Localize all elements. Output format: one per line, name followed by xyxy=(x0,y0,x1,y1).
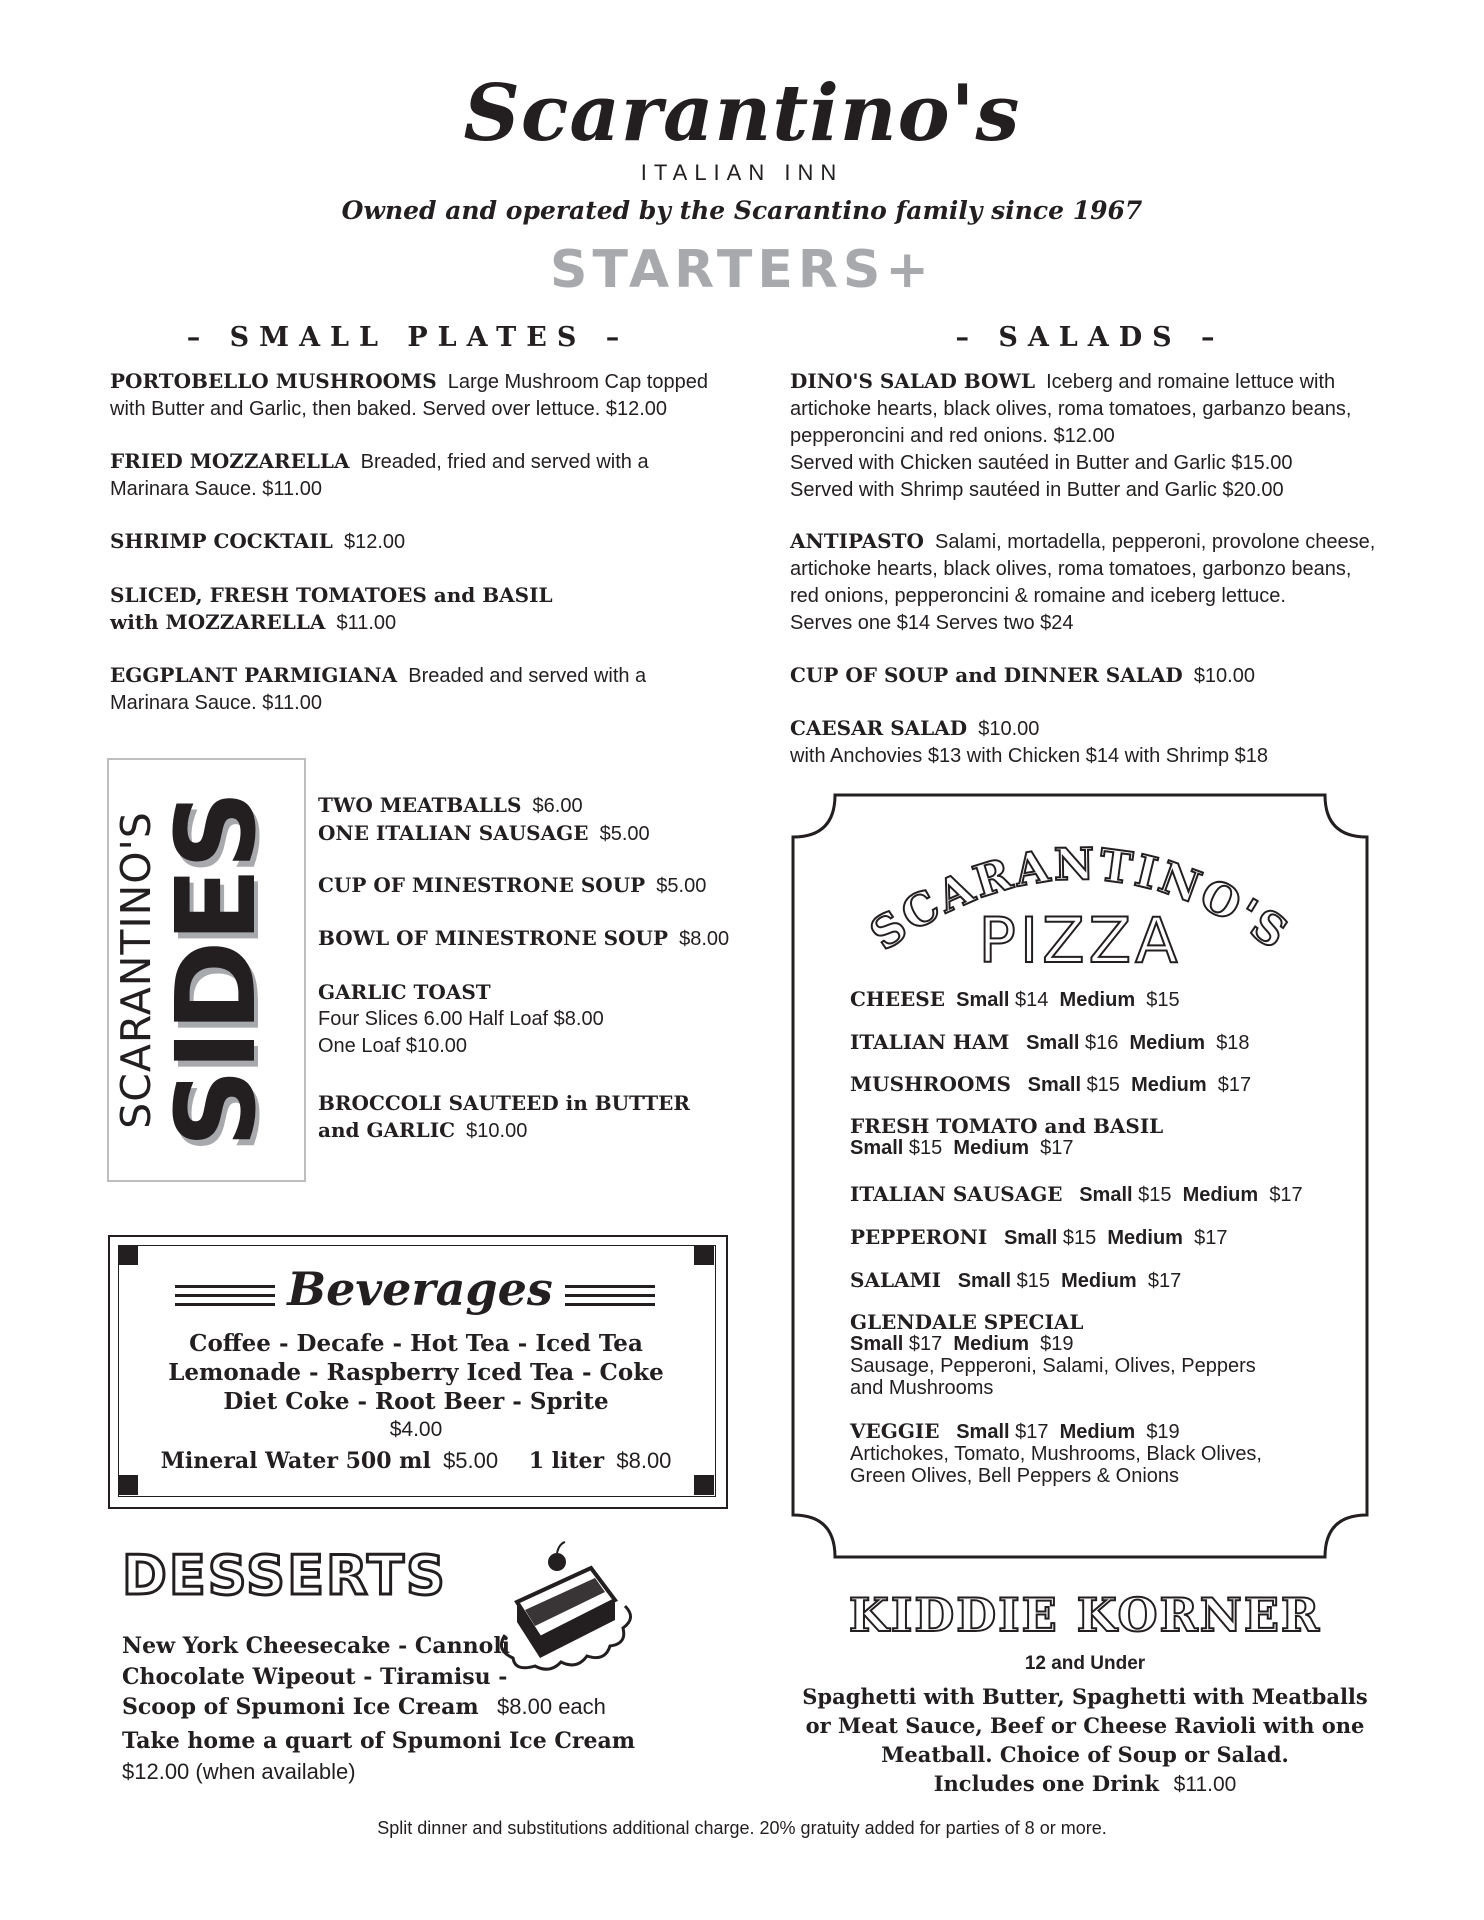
pizza-item-cheese xyxy=(850,988,1180,1011)
pizza-item-ham xyxy=(850,1031,1250,1054)
pizza-item-tomato-basil xyxy=(850,1115,1163,1159)
liter-price: $8.00 xyxy=(616,1448,672,1473)
mineral-water-price: $5.00 xyxy=(443,1448,499,1473)
item-name: CAESAR SALAD xyxy=(790,716,968,740)
item-price: $5.00 xyxy=(656,875,707,897)
medium-price: $18 xyxy=(1216,1032,1250,1054)
item-desc: with Butter and Garlic, then baked. Served over lettuce. $12.00 xyxy=(110,398,667,420)
kiddie-line: Spaghetti with Butter, Spaghetti with Meatballs xyxy=(802,1684,1368,1709)
pizza-desc: Artichokes, Tomato, Mushrooms, Black Olives, xyxy=(850,1443,1262,1465)
item-name: CUP OF MINESTRONE SOUP xyxy=(318,873,646,897)
item-price: $10.00 xyxy=(978,718,1040,740)
item-desc: Breaded, fried and served with a xyxy=(360,451,649,473)
item-name: GARLIC TOAST xyxy=(318,980,491,1004)
pizza-name: ITALIAN HAM xyxy=(850,1030,1010,1054)
item-desc: Salami, mortadella, pepperoni, provolone cheese, xyxy=(935,531,1376,553)
small-price: $14 xyxy=(1015,989,1049,1011)
item-price: $12.00 xyxy=(343,531,406,553)
small-price: $15 xyxy=(908,1137,943,1159)
item-name: CUP OF SOUP and DINNER SALAD xyxy=(790,663,1183,687)
footer-note: Split dinner and substitutions additional charge. 20% gratuity added for parties of 8 or more. xyxy=(377,1818,1107,1838)
small-price: $15 xyxy=(1016,1270,1051,1292)
dessert-price: $12.00 (when available) xyxy=(122,1759,356,1784)
item-price: $10.00 xyxy=(466,1120,528,1142)
item-name: SLICED, FRESH TOMATOES and BASIL xyxy=(110,583,553,607)
size-label: Medium xyxy=(1107,1227,1183,1249)
pizza-name: FRESH TOMATO and BASIL xyxy=(850,1114,1164,1138)
kiddie-drink: Includes one Drink xyxy=(933,1771,1160,1796)
pizza-item-veggie xyxy=(850,1420,1262,1487)
pizza-name: SALAMI xyxy=(850,1268,942,1292)
item-price: $10.00 xyxy=(1193,665,1255,687)
item-price: $5.00 xyxy=(599,823,650,845)
menu-item-dinos-salad xyxy=(790,368,1351,504)
small-price: $15 xyxy=(1062,1227,1097,1249)
dessert-line: Chocolate Wipeout - Tiramisu - xyxy=(122,1664,508,1690)
pizza-item-pepperoni xyxy=(850,1226,1227,1249)
kiddie-line xyxy=(800,1771,1370,1797)
small-price: $17 xyxy=(908,1333,943,1355)
menu-item-caesar xyxy=(790,715,1268,770)
item-name-cont: and GARLIC xyxy=(318,1118,456,1142)
item-desc: red onions, pepperoncini & romaine and iceberg lettuce. xyxy=(790,585,1286,607)
rule-line xyxy=(565,1303,655,1306)
beverage-price: $4.00 xyxy=(389,1418,443,1441)
liter-label: 1 liter xyxy=(528,1448,605,1474)
medium-price: $15 xyxy=(1146,989,1180,1011)
pizza-name: CHEESE xyxy=(850,987,945,1011)
pizza-arc-title: SCARANTINO'S xyxy=(861,839,1299,961)
item-name: PORTOBELLO MUSHROOMS xyxy=(110,369,437,393)
item-option: with Anchovies $13 with Chicken $14 with Shrimp $18 xyxy=(790,745,1269,767)
pizza-desc: Sausage, Pepperoni, Salami, Olives, Peppers xyxy=(850,1355,1256,1377)
item-desc: Marinara Sauce. $11.00 xyxy=(110,478,322,500)
medium-price: $19 xyxy=(1146,1421,1180,1443)
size-label: Small xyxy=(1079,1184,1133,1206)
item-desc: artichoke hearts, black olives, roma tomatoes, garbonzo beans, xyxy=(790,558,1352,580)
cake-icon xyxy=(495,1540,640,1675)
size-label: Medium xyxy=(953,1137,1029,1159)
item-name: BOWL OF MINESTRONE SOUP xyxy=(318,926,668,950)
size-label: Small xyxy=(956,1421,1010,1443)
desserts-title: DESSERTS xyxy=(122,1544,447,1607)
side-item-cup-minestrone xyxy=(318,872,706,900)
pizza-item-mushrooms xyxy=(850,1073,1251,1096)
rule-line xyxy=(565,1285,655,1288)
dessert-line: Take home a quart of Spumoni Ice Cream xyxy=(122,1728,635,1754)
item-price: $11.00 xyxy=(336,612,397,634)
pizza-name: GLENDALE SPECIAL xyxy=(850,1310,1084,1334)
pizza-name: VEGGIE xyxy=(850,1419,940,1443)
size-label: Small xyxy=(956,989,1010,1011)
item-name: ANTIPASTO xyxy=(790,529,924,553)
beverage-line: Diet Coke - Root Beer - Sprite xyxy=(223,1388,609,1415)
size-label: Medium xyxy=(1061,1270,1137,1292)
pizza-item-sausage xyxy=(850,1183,1303,1206)
item-option: Four Slices 6.00 Half Loaf $8.00 xyxy=(318,1008,604,1030)
size-label: Medium xyxy=(1131,1074,1207,1096)
medium-price: $17 xyxy=(1217,1074,1252,1096)
rule-line xyxy=(565,1294,655,1297)
item-name: SHRIMP COCKTAIL xyxy=(110,529,333,553)
item-name: TWO MEATBALLS xyxy=(318,793,522,817)
menu-item-eggplant xyxy=(110,662,646,717)
rule-line xyxy=(175,1285,275,1288)
frame-corner xyxy=(694,1245,714,1265)
size-label: Small xyxy=(1026,1032,1080,1054)
menu-item-shrimp-cocktail xyxy=(110,528,405,556)
size-label: Small xyxy=(850,1137,904,1159)
size-label: Small xyxy=(957,1270,1012,1292)
item-name: DINO'S SALAD BOWL xyxy=(790,369,1035,393)
frame-corner xyxy=(118,1245,138,1265)
kiddie-line: or Meat Sauce, Beef or Cheese Ravioli with one xyxy=(805,1713,1365,1738)
restaurant-logo: Scarantino's xyxy=(463,68,1021,159)
small-price: $15 xyxy=(1086,1074,1120,1096)
small-plates-heading: – SMALL PLATES – xyxy=(186,322,630,353)
beverages-title: Beverages xyxy=(287,1262,553,1316)
kiddie-subtitle: 12 and Under xyxy=(1024,1653,1146,1674)
menu-item-fried-mozzarella xyxy=(110,448,649,503)
dessert-line xyxy=(122,1694,606,1720)
side-item-garlic-toast xyxy=(318,979,604,1060)
rule-line xyxy=(175,1303,275,1306)
side-item-bowl-minestrone xyxy=(318,925,729,953)
item-desc: Iceberg and romaine lettuce with xyxy=(1046,371,1336,393)
menu-item-soup-salad xyxy=(790,662,1255,690)
size-label: Small xyxy=(850,1333,904,1355)
pizza-desc: Green Olives, Bell Peppers & Onions xyxy=(850,1465,1180,1487)
rule-line xyxy=(175,1294,275,1297)
item-option: Serves one $14 Serves two $24 xyxy=(790,612,1074,634)
small-price: $16 xyxy=(1085,1032,1119,1054)
pizza-desc: and Mushrooms xyxy=(850,1377,994,1399)
dessert-name: Scoop of Spumoni Ice Cream xyxy=(122,1694,479,1720)
beverage-line: Coffee - Decafe - Hot Tea - Iced Tea xyxy=(189,1330,643,1357)
page-title: STARTERS+ xyxy=(550,240,934,300)
item-option: Served with Chicken sautéed in Butter and Garlic $15.00 xyxy=(790,452,1293,474)
size-label: Medium xyxy=(1059,989,1136,1011)
size-label: Medium xyxy=(1059,1421,1136,1443)
beverage-line: Lemonade - Raspberry Iced Tea - Coke xyxy=(168,1359,664,1386)
item-option: Served with Shrimp sautéed in Butter and Garlic $20.00 xyxy=(790,479,1284,501)
medium-price: $17 xyxy=(1147,1270,1182,1292)
salads-heading: – SALADS – xyxy=(955,322,1225,353)
item-desc: artichoke hearts, black olives, roma tomatoes, garbanzo beans, xyxy=(790,398,1352,420)
mineral-water-label: Mineral Water 500 ml xyxy=(160,1448,431,1474)
logo-subtitle: ITALIAN INN xyxy=(640,160,844,185)
pizza-item-salami xyxy=(850,1269,1181,1292)
medium-price: $17 xyxy=(1194,1227,1228,1249)
size-label: Small xyxy=(1027,1074,1081,1096)
item-name: EGGPLANT PARMIGIANA xyxy=(110,663,398,687)
sides-banner-big: SIDES xyxy=(152,792,280,1148)
frame-corner xyxy=(694,1475,714,1495)
item-desc: pepperoncini and red onions. $12.00 xyxy=(790,425,1115,447)
medium-price: $19 xyxy=(1040,1333,1074,1355)
dessert-line: New York Cheesecake - Cannoli xyxy=(122,1633,511,1659)
menu-item-portobello xyxy=(110,368,708,423)
small-price: $17 xyxy=(1015,1421,1049,1443)
small-price: $15 xyxy=(1138,1184,1172,1206)
side-item-meatballs xyxy=(318,792,650,848)
sides-banner-small: SCARANTINO'S xyxy=(112,811,160,1129)
kiddie-price: $11.00 xyxy=(1173,1773,1237,1796)
tagline: Owned and operated by the Scarantino family since 1967 xyxy=(341,196,1143,225)
item-name: FRIED MOZZARELLA xyxy=(110,449,350,473)
item-price: $8.00 xyxy=(679,928,730,950)
pizza-title: PIZZA xyxy=(978,904,1182,977)
item-desc: Marinara Sauce. $11.00 xyxy=(110,692,322,714)
kiddie-korner-title: KIDDIE KORNER xyxy=(848,1588,1322,1642)
medium-price: $17 xyxy=(1040,1137,1074,1159)
pizza-name: PEPPERONI xyxy=(850,1225,988,1249)
item-option: One Loaf $10.00 xyxy=(318,1035,468,1057)
menu-item-antipasto xyxy=(790,528,1375,637)
frame-corner xyxy=(118,1475,138,1495)
item-name: BROCCOLI SAUTEED in BUTTER xyxy=(318,1091,691,1115)
mineral-water-line xyxy=(110,1448,722,1474)
kiddie-line: Meatball. Choice of Soup or Salad. xyxy=(881,1742,1289,1767)
pizza-item-glendale xyxy=(850,1311,1256,1399)
item-desc: Breaded and served with a xyxy=(408,665,647,687)
menu-item-sliced-tomatoes xyxy=(110,582,553,637)
item-name-cont: with MOZZARELLA xyxy=(110,610,326,634)
size-label: Medium xyxy=(1182,1184,1259,1206)
pizza-name: MUSHROOMS xyxy=(850,1072,1011,1096)
size-label: Small xyxy=(1003,1227,1058,1249)
side-item-broccoli xyxy=(318,1090,690,1145)
item-name: ONE ITALIAN SAUSAGE xyxy=(318,821,589,845)
size-label: Medium xyxy=(953,1333,1029,1355)
item-price: $6.00 xyxy=(532,795,583,817)
medium-price: $17 xyxy=(1269,1184,1303,1206)
dessert-price: $8.00 each xyxy=(497,1694,606,1719)
pizza-name: ITALIAN SAUSAGE xyxy=(850,1182,1063,1206)
size-label: Medium xyxy=(1129,1032,1206,1054)
item-desc: Large Mushroom Cap topped xyxy=(447,371,708,393)
sides-banner xyxy=(107,758,306,1182)
